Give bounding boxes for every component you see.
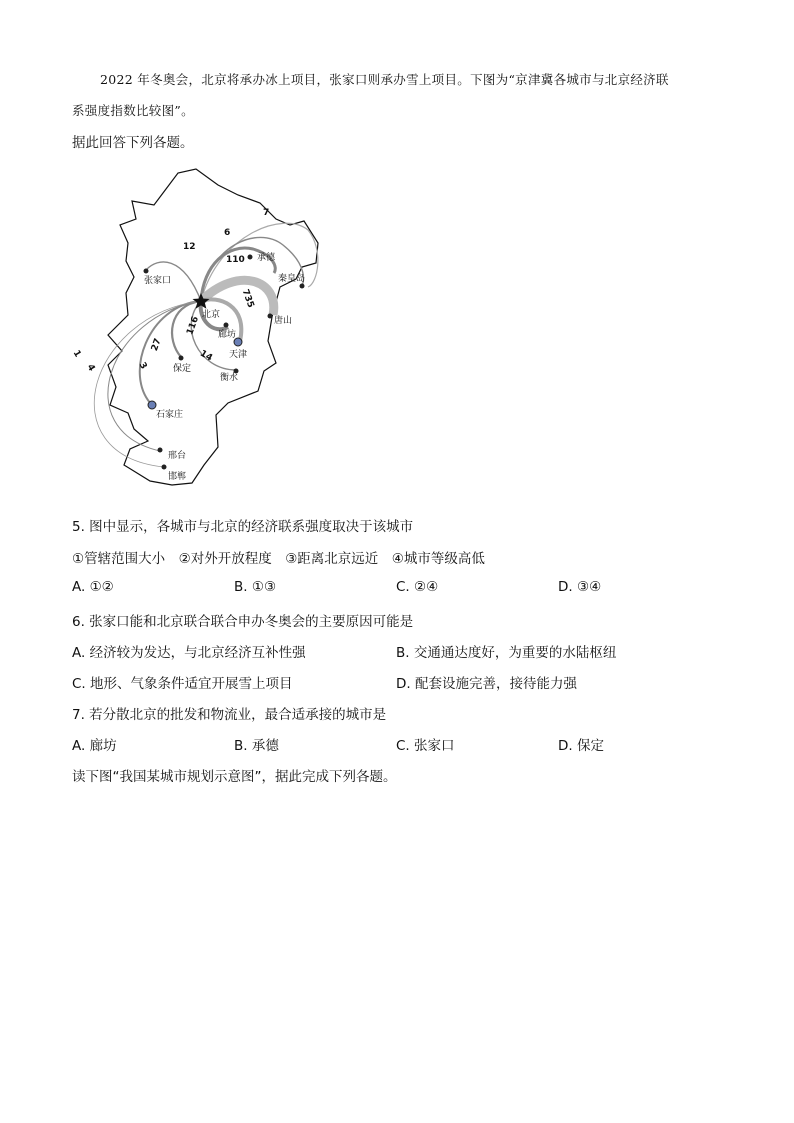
chengde-marker — [248, 255, 253, 260]
chengde-label: 承德 — [257, 253, 276, 263]
shijiazhuang-marker — [148, 401, 156, 409]
q7-stem: 7. 若分散北京的批发和物流业，最合适承接的城市是 — [72, 707, 387, 723]
tianjin-label: 天津 — [229, 350, 248, 360]
hengshui-label: 衡水 — [220, 373, 239, 383]
langfang-marker — [224, 323, 229, 328]
tangshan-label: 唐山 — [274, 316, 293, 326]
intro-line-3: 据此回答下列各题。 — [72, 135, 194, 151]
xingtai-marker — [158, 448, 163, 453]
q5-option-c: C. ②④ — [396, 579, 439, 595]
link-label-shijiazhuang: 3 — [136, 360, 149, 372]
link-label-tangshan: 735 — [239, 288, 256, 310]
handan-marker — [162, 465, 167, 470]
q6-option-a: A. 经济较为发达，与北京经济互补性强 — [72, 645, 306, 661]
link-label-hengshui: 14 — [198, 348, 214, 364]
q7-option-c: C. 张家口 — [396, 738, 455, 754]
q5-option-a: A. ①② — [72, 579, 114, 595]
q6-option-d: D. 配套设施完善，接待能力强 — [396, 676, 577, 692]
langfang-label: 廊坊 — [218, 330, 237, 340]
intro-line-2: 系强度指数比较图”。 — [72, 103, 194, 118]
q5-items: ①管辖范围大小 ②对外开放程度 ③距离北京远近 ④城市等级高低 — [72, 551, 485, 567]
jingjinji-map — [68, 165, 338, 490]
zhangjiakou-marker — [144, 269, 149, 274]
baoding-marker — [179, 356, 184, 361]
link-label-xingtai: 4 — [84, 362, 97, 374]
beijing-label: 北京 — [202, 310, 221, 320]
q6-option-b: B. 交通通达度好，为重要的水陆枢纽 — [396, 645, 617, 661]
qinhuangdao-marker — [300, 284, 305, 289]
q7-option-a: A. 廊坊 — [72, 738, 117, 754]
q7-option-d: D. 保定 — [558, 738, 604, 754]
qinhuangdao-label: 秦皇岛 — [278, 274, 306, 284]
baoding-label: 保定 — [173, 364, 192, 374]
q5-option-d: D. ③④ — [558, 579, 602, 595]
intro-line-1: 2022 年冬奥会，北京将承办冰上项目，张家口则承办雪上项目。下图为“京津冀各城市与北京经济联 — [100, 72, 669, 87]
link-arc-handan — [94, 301, 201, 467]
q5-stem: 5. 图中显示，各城市与北京的经济联系强度取决于该城市 — [72, 519, 414, 535]
tangshan-marker — [268, 314, 273, 319]
link-label-baoding: 27 — [149, 337, 164, 353]
q6-stem: 6. 张家口能和北京联合联合申办冬奥会的主要原因可能是 — [72, 614, 414, 630]
q7-option-b: B. 承德 — [234, 738, 279, 754]
q5-option-b: B. ①③ — [234, 579, 277, 595]
zhangjiakou-label: 张家口 — [144, 276, 172, 286]
link-label-zhangjiakou: 12 — [183, 242, 196, 252]
link-arc-xingtai — [108, 301, 201, 451]
shijiazhuang-label: 石家庄 — [156, 410, 184, 420]
link-label-chengde: 110 — [226, 255, 245, 265]
q6-option-c: C. 地形、气象条件适宜开展雪上项目 — [72, 676, 293, 692]
outro-text: 读下图“我国某城市规划示意图”，据此完成下列各题。 — [72, 769, 397, 785]
xingtai-label: 邢台 — [168, 451, 187, 461]
link-label-qinhuangdao: 6 — [224, 228, 231, 238]
handan-label: 邯郸 — [168, 472, 187, 482]
link-label-far: 7 — [263, 208, 270, 218]
link-label-handan: 1 — [70, 348, 83, 360]
link-label-langfang: 116 — [185, 315, 202, 337]
